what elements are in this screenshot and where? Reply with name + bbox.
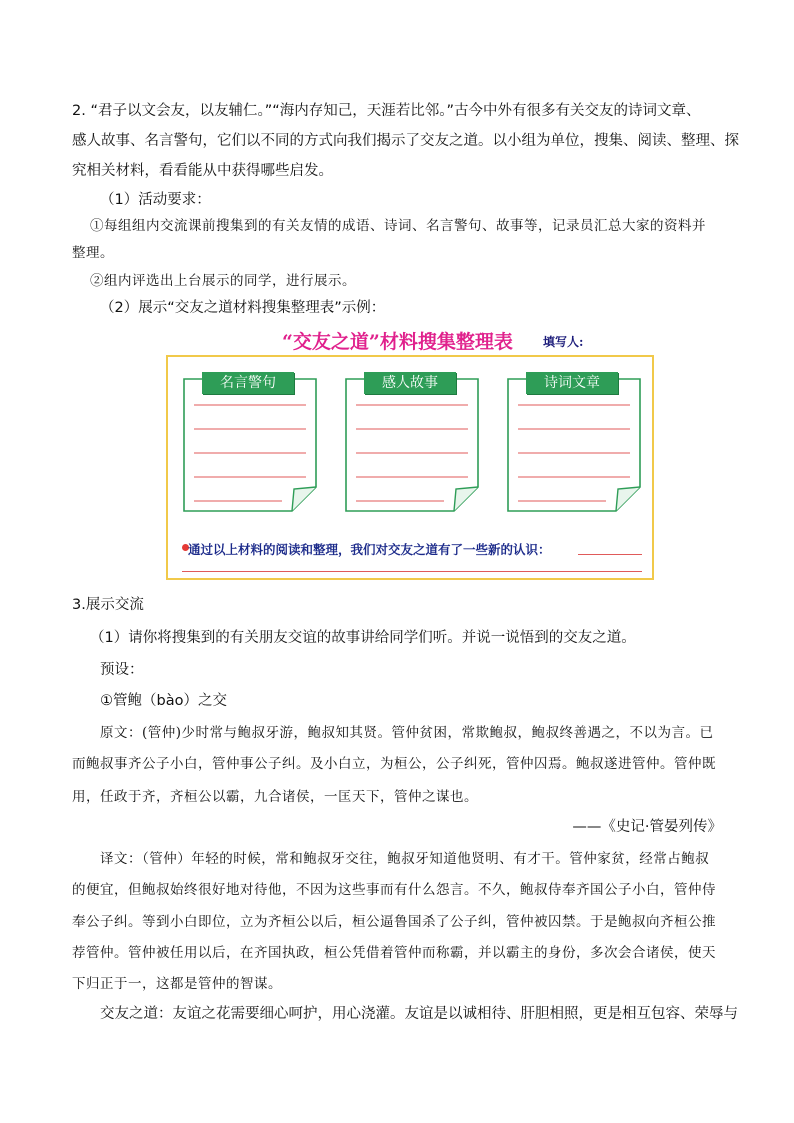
- material-table-figure: [166, 355, 654, 580]
- figure-note: 通过以上材料的阅读和整理，我们对交友之道有了一些新的认识：: [188, 542, 551, 557]
- card-label-poems: 诗词文章: [526, 372, 618, 394]
- note-sheet-icon: [182, 377, 318, 513]
- original-text-line-2: 而鲍叔事齐公子小白，管仲事公子纠。及小白立，为桓公，公子纠死，管仲囚焉。鲍叔遂进管仲。管仲既: [72, 756, 716, 772]
- translation-line-2: 的便宜，但鲍叔始终很好地对待他，不因为这些事而有什么怨言。不久，鲍叔侍奉齐国公子小白，管仲侍: [72, 882, 716, 898]
- section-3-question-1: （1）请你将搜集到的有关朋友交谊的故事讲给同学们听。并说一说悟到的交友之道。: [90, 630, 636, 646]
- translation-line-5: 下归正于一，这都是管仲的智谋。: [72, 976, 282, 992]
- original-text-line-1: 原文：(管仲)少时常与鲍叔牙游，鲍叔知其贤。管仲贫困，常欺鲍叔，鲍叔终善遇之，不以为言。已: [100, 725, 714, 741]
- answer-line: [182, 571, 642, 572]
- task2-line-3: 究相关材料，看看能从中获得哪些启发。: [72, 163, 333, 179]
- answer-line: [578, 554, 642, 555]
- section-3-heading: 3.展示交流: [72, 597, 144, 613]
- note-sheet-icon: [344, 377, 480, 513]
- card-poems: [506, 377, 642, 513]
- friendship-way-line: 交友之道：友谊之花需要细心呵护，用心浇灌。友谊是以诚相待、肝胆相照，更是相互包容、荣辱与: [100, 1006, 738, 1022]
- task2-line-1: 2. “君子以文会友，以友辅仁。”“海内存知己，天涯若比邻。”古今中外有很多有关交友的诗词文章、: [72, 103, 701, 119]
- card-label-quotes: 名言警句: [202, 372, 294, 394]
- source-citation: ——《史记·管晏列传》: [572, 819, 722, 835]
- translation-line-3: 奉公子纠。等到小白即位，立为齐桓公以后，桓公逼鲁国杀了公子纠，管仲被囚禁。于是鲍叔向齐桓公推: [72, 914, 716, 930]
- figure-filler-label: 填写人:: [543, 335, 584, 349]
- card-stories: [344, 377, 480, 513]
- requirements-heading: （1）活动要求：: [100, 192, 211, 208]
- task2-line-2: 感人故事、名言警句，它们以不同的方式向我们揭示了交友之道。以小组为单位，搜集、阅读、整理、探: [72, 133, 739, 149]
- preset-label: 预设：: [100, 662, 144, 678]
- requirement-1-line-2: 整理。: [72, 245, 114, 261]
- note-sheet-icon: [506, 377, 642, 513]
- requirement-2: ②组内评选出上台展示的同学，进行展示。: [90, 273, 356, 289]
- requirement-1-line-1: ①每组组内交流课前搜集到的有关友情的成语、诗词、名言警句、故事等，记录员汇总大家的资料并: [90, 218, 706, 234]
- card-label-stories: 感人故事: [364, 372, 456, 394]
- example-intro: （2）展示“交友之道材料搜集整理表”示例：: [100, 300, 386, 316]
- card-quotes: [182, 377, 318, 513]
- translation-line-1: 译文：（管仲）年轻的时候，常和鲍叔牙交往，鲍叔牙知道他贤明、有才干。管仲家贫，经常占鲍叔: [100, 851, 710, 867]
- original-text-line-3: 用，任政于齐，齐桓公以霸，九合诸侯，一匡天下，管仲之谋也。: [72, 789, 478, 805]
- story-title: ①管鲍（bào）之交: [100, 693, 227, 709]
- translation-line-4: 荐管仲。管仲被任用以后，在齐国执政，桓公凭借着管仲而称霸，并以霸主的身份，多次会合诸侯，使天: [72, 945, 716, 961]
- figure-title: “交友之道”材料搜集整理表: [282, 331, 513, 353]
